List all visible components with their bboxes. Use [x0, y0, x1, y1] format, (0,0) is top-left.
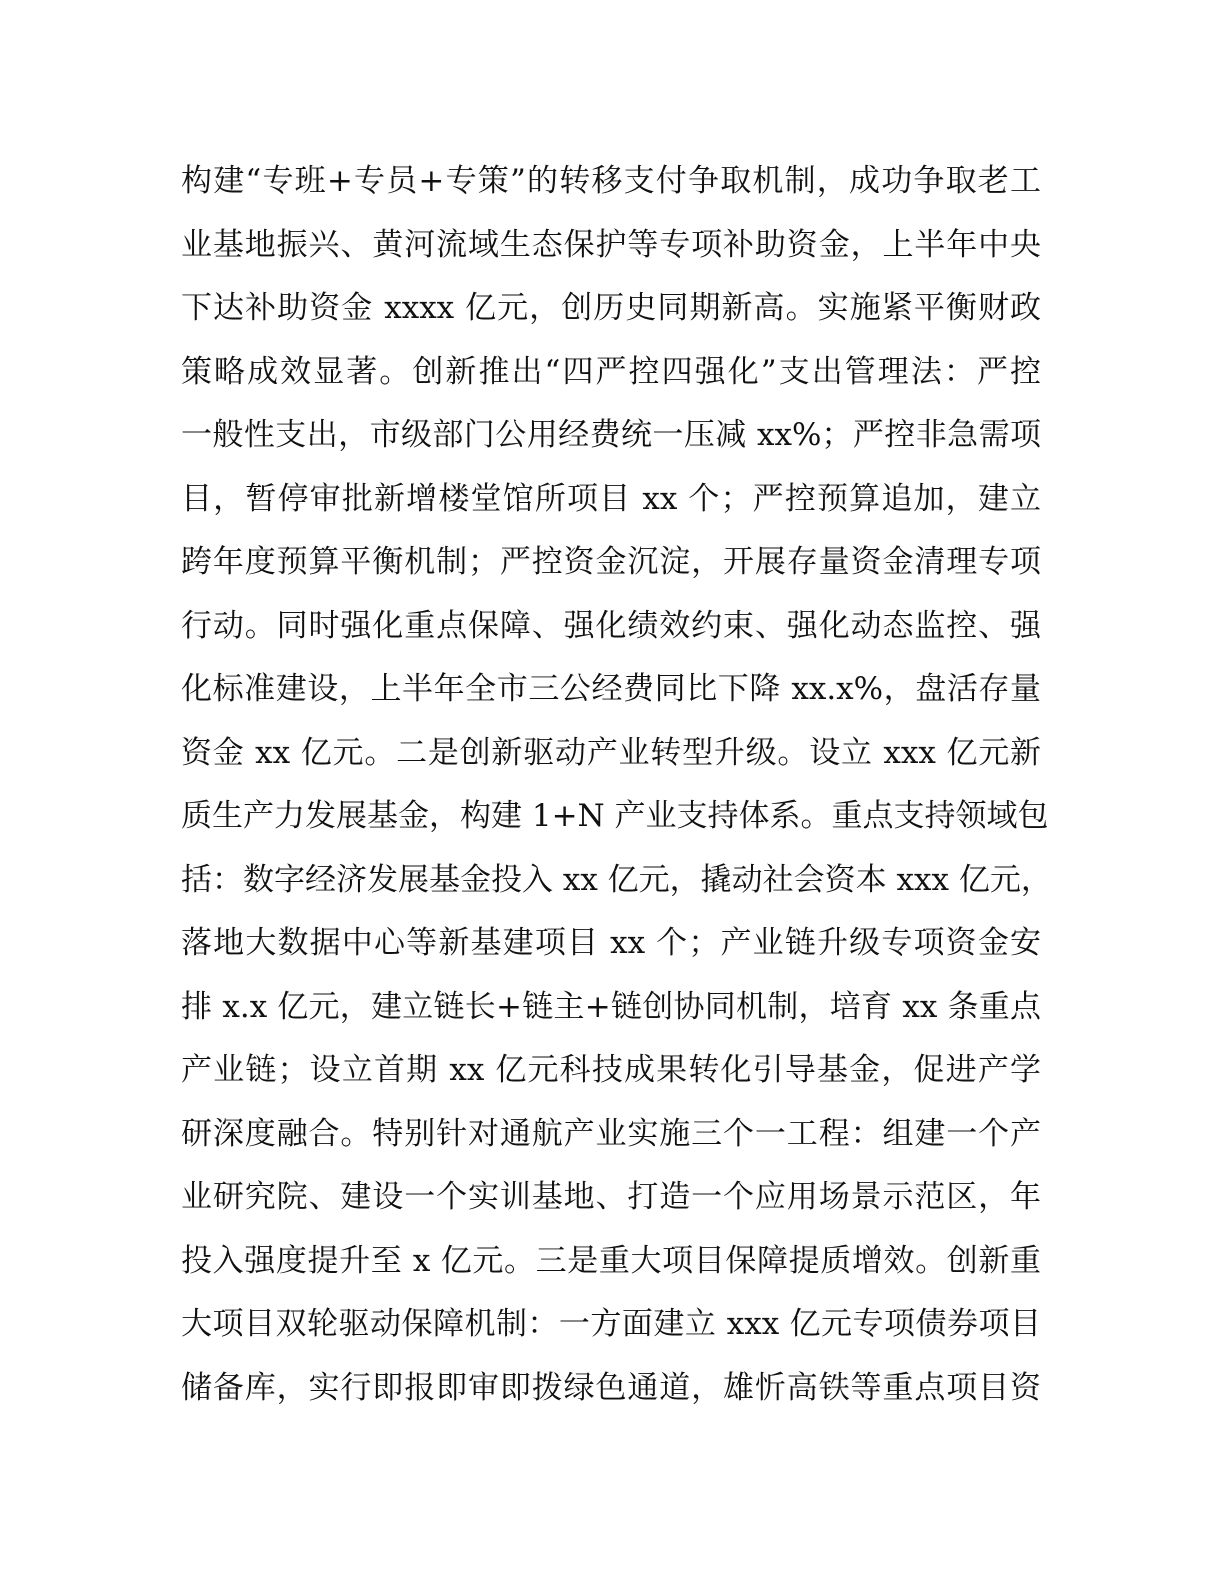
text-line: 研深度融合。特别针对通航产业实施三个一工程：组建一个产 [181, 1115, 1041, 1152]
text-line: 业研究院、建设一个实训基地、打造一个应用场景示范区，年 [181, 1179, 1041, 1215]
text-line: 投入强度提升至 x 亿元。三是重大项目保障提质增效。创新重 [181, 1242, 1041, 1279]
text-line: 业基地振兴、黄河流域生态保护等专项补助资金，上半年中央 [181, 226, 1041, 263]
text-line: 跨年度预算平衡机制；严控资金沉淀，开展存量资金清理专项 [181, 544, 1041, 580]
text-line: 落地大数据中心等新基建项目 xx 个；产业链升级专项资金安 [181, 925, 1041, 961]
text-line: 大项目双轮驱动保障机制：一方面建立 xxx 亿元专项债券项目 [181, 1306, 1041, 1342]
text-line: 构建“专班+专员+专策”的转移支付争取机制，成功争取老工 [181, 163, 1041, 199]
text-line: 化标准建设，上半年全市三公经费同比下降 xx.x%，盘活存量 [181, 671, 1041, 707]
body-text [181, 150, 1052, 1420]
text-line: 排 x.x 亿元，建立链长+链主+链创协同机制，培育 xx 条重点 [181, 988, 1041, 1025]
text-line: 括：数字经济发展基金投入 xx 亿元，撬动社会资本 xxx 亿元， [181, 861, 1052, 898]
text-line: 产业链；设立首期 xx 亿元科技成果转化引导基金，促进产学 [181, 1052, 1041, 1088]
text-line: 目，暂停审批新增楼堂馆所项目 xx 个；严控预算追加，建立 [181, 480, 1041, 517]
text-line: 行动。同时强化重点保障、强化绩效约束、强化动态监控、强 [181, 607, 1041, 644]
text-line: 储备库，实行即报即审即拨绿色通道，雄忻高铁等重点项目资 [181, 1369, 1041, 1406]
text-line: 资金 xx 亿元。二是创新驱动产业转型升级。设立 xxx 亿元新 [181, 734, 1041, 771]
text-line: 质生产力发展基金，构建 1+N 产业支持体系。重点支持领域包 [181, 798, 1049, 834]
text-line: 策略成效显著。创新推出“四严控四强化”支出管理法：严控 [181, 353, 1041, 390]
text-line: 下达补助资金 xxxx 亿元，创历史同期新高。实施紧平衡财政 [181, 290, 1041, 326]
text-line: 一般性支出，市级部门公用经费统一压减 xx%；严控非急需项 [181, 417, 1041, 453]
